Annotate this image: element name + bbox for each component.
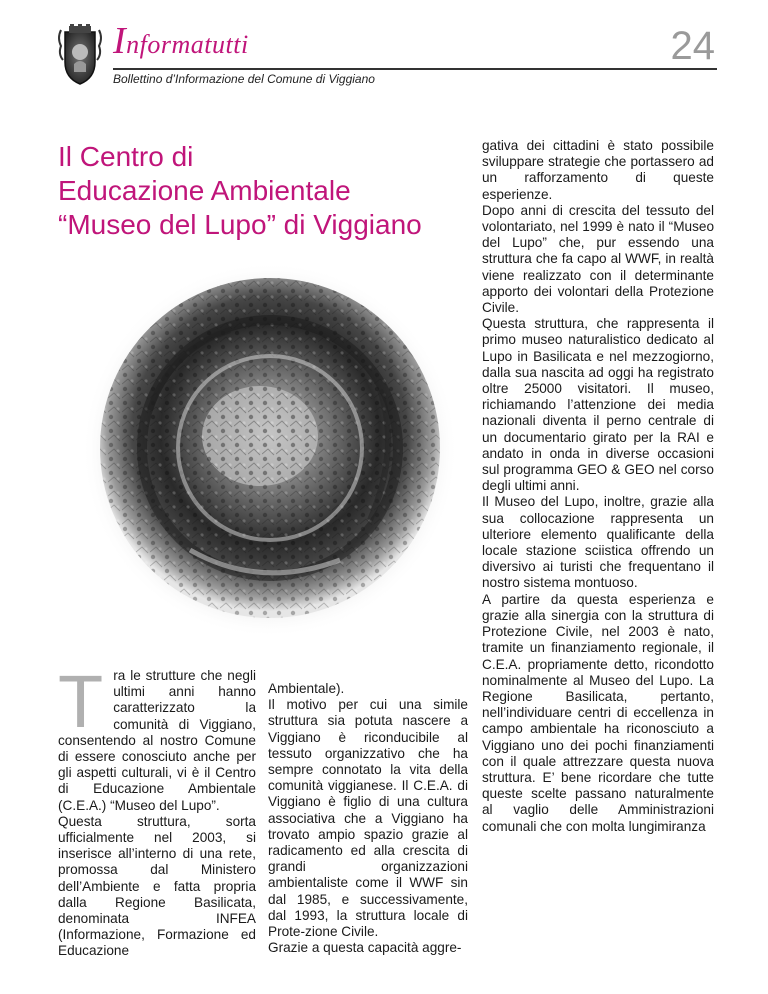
spherical-museum-photo	[80, 260, 460, 640]
text-column-1	[58, 660, 256, 960]
page-header	[55, 20, 717, 90]
header-rule	[113, 68, 717, 70]
paragraph: Grazie a questa capacità aggre-	[268, 940, 462, 956]
paragraph: Il motivo per cui una simile struttura sia potuta nascere a Viggiano è riconducibile al tessuto organizzativo che ha sempre connotato la vita della comunità viggianese. Il C.E.A. di Viggiano è figlio di una cultura associativa che a Viggiano ha trovato ampio spazio grazie al radicamento ed alla crescita di grandi organizzazioni ambientaliste come il WWF sin dal 1985, e successivamente, dal 1993, la struttura locale di Prote-zione Civile.	[268, 697, 468, 940]
title-line: Educazione Ambientale	[58, 175, 351, 206]
article-title	[58, 140, 478, 242]
paragraph: gativa dei cittadini è stato possibile sviluppare strategie che portassero ad un rafforzamento di queste esperienze.	[482, 138, 714, 202]
paragraph: Ambientale).	[268, 681, 345, 696]
paragraph: A partire da questa esperienza e grazie alla sinergia con la struttura di Protezione Civile, nel 2003 è nato, tramite un finanziamento regionale, il C.E.A. propriamente detto, ricondotto nominalmente al Museo del Lupo. La Regione Basilicata, pertanto, nell’individuare centri di eccellenza in campo ambientale ha riconosciuto a Viggiano uno dei pochi finanziamenti con il quale attrezzare questa nuova struttura. E’ bene ricordare che tutte queste scelte passano naturalmente al vaglio delle Amministrazioni comunali che con molta lungimiranza	[482, 591, 714, 834]
masthead-title: Informatutti	[113, 20, 249, 62]
title-line: Il Centro di	[58, 141, 194, 172]
paragraph: ra le strutture che negli ultimi anni hanno caratterizzato la comunità di Viggiano, consentendo al nostro Comune di essere conosciuto anche per gli aspetti culturali, vi è il Centro di Educazione Ambientale (C.E.A.) “Museo del Lupo”.	[58, 668, 256, 813]
paragraph: Il Museo del Lupo, inoltre, grazie alla sua collocazione rappresenta un ulteriore elemento qualificante della locale stazione sciistica offrendo un diversivo ai turisti che frequentano il nostro sistema montuoso.	[482, 494, 714, 591]
paragraph: Questa struttura, che rappresenta il primo museo naturalistico dedicato al Lupo in Basilicata e nel mezzogiorno, dalla sua nascita ad oggi ha registrato oltre 25000 visitatori. Il museo, richiamando l’attenzione dei media nazionali diventa il perno centrale di un documentario girato per la RAI e andato in onda in diverse occasioni sul programma GEO & GEO nel corso degli ultimi anni.	[482, 316, 714, 494]
paragraph: Dopo anni di crescita del tessuto del volontariato, nel 1999 è nato il “Museo del Lupo” che, pur essendo una struttura che fa capo al WWF, in realtà viene realizzato con il determinante apporto dei volontari della Protezione Civile.	[482, 202, 714, 316]
text-column-2	[268, 681, 468, 956]
paragraph: Questa struttura, sorta ufficialmente nel 2003, si inserisce all’interno di una rete, promossa dal Ministero dell’Ambiente e fatta propria dalla Regione Basilicata, denominata INFEA (Informazione, Formazione ed Educazione	[58, 813, 256, 959]
text-column-3	[482, 138, 714, 835]
town-crest-icon	[55, 24, 105, 86]
drop-cap: T	[58, 660, 104, 743]
masthead-subtitle: Bollettino d’Informazione del Comune di Viggiano	[113, 72, 375, 86]
page-number: 24	[670, 24, 715, 68]
title-line: “Museo del Lupo” di Viggiano	[58, 209, 422, 240]
